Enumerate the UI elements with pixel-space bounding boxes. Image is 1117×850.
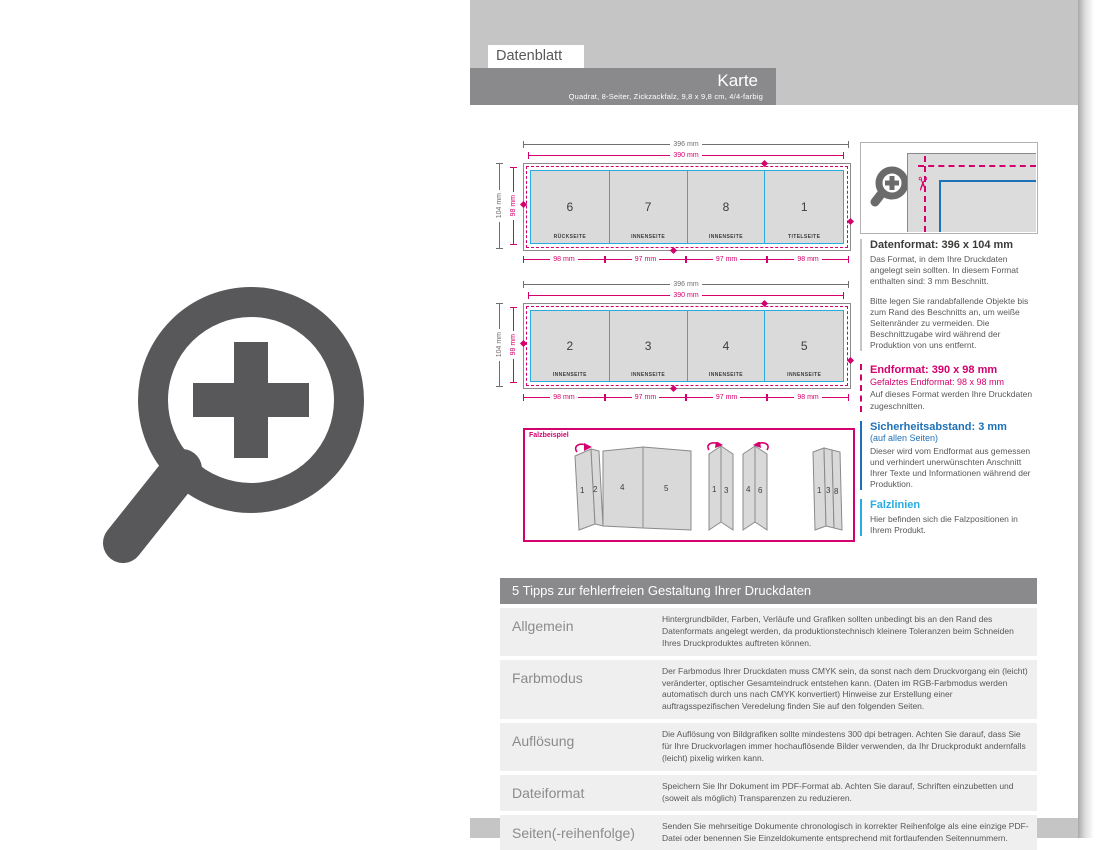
svg-text:1: 1: [712, 485, 717, 494]
panel-side-label: TITELSEITE: [788, 234, 821, 240]
panel-number: 2: [566, 339, 574, 353]
section-body: Bitte legen Sie randabfallende Objekte bis zum Rand des Beschnitts an, um weiße Seitenränder zu vermeiden. Die Beschnittzugabe wird während der Produktion von uns entfernt.: [870, 295, 1029, 350]
svg-text:1: 1: [580, 486, 585, 495]
section-heading: Falzlinien: [870, 499, 921, 512]
fold-mark-icon: [670, 385, 677, 392]
section-sicherheitsabstand: [860, 421, 1038, 491]
fold-step-2-illustration: [707, 442, 769, 534]
bleed-line-horizontal: [918, 165, 1036, 167]
fold-mark-icon: [847, 218, 854, 225]
panel-side-label: INNENSEITE: [552, 372, 587, 378]
tip-label: Seiten(-reihenfolge): [512, 824, 635, 841]
section-body: Dieser wird vom Endformat aus gemessen und verhindert unerwünschten Anschnitt Ihrer Texte und Informationen während der Produktion.: [870, 445, 1031, 490]
fold-step-3-illustration: [811, 442, 847, 534]
card-sheet: [523, 303, 851, 389]
panel-side-label: INNENSEITE: [708, 372, 743, 378]
panel-width-dimensions: 98 mm 97 mm 97 mm 98 mm: [523, 393, 849, 402]
datasheet-page: [470, 0, 1078, 843]
dimension-total-width: 396 mm: [523, 280, 849, 289]
tips-table: [500, 578, 1037, 850]
panel-side-label: INNENSEITE: [787, 372, 822, 378]
panel-area: [530, 170, 844, 244]
fold-mark-icon: [670, 247, 677, 254]
dimension-total-width: 396 mm: [523, 140, 849, 149]
zoom-plus-icon[interactable]: [95, 283, 370, 568]
tip-label: Farbmodus: [512, 669, 583, 686]
tip-label: Allgemein: [512, 618, 574, 634]
info-sidebar: [860, 142, 1038, 536]
section-subheading: (auf allen Seiten): [870, 433, 939, 444]
svg-text:2: 2: [593, 485, 598, 494]
tip-text: Hintergrundbilder, Farben, Verläufe und Grafiken sollten unbedingt bis an den Rand des Datenformats angelegt werden, da produktionstechnisch kleinere Toleranzen beim Schneiden Ihres Druckproduktes auftreten können.: [662, 614, 1014, 648]
dimension-trim-height: 98 mm: [509, 307, 518, 383]
panel-width-dimensions: 98 mm 97 mm 97 mm 98 mm: [523, 255, 849, 264]
section-falzlinien: [860, 499, 1038, 536]
panel-side-label: RÜCKSEITE: [553, 234, 587, 240]
panel-number: 7: [644, 200, 652, 214]
panel-number: 5: [800, 339, 808, 353]
scissors-icon: ✂: [910, 176, 933, 192]
dimension-total-height: 104 mm: [495, 303, 504, 387]
fold-example-box: [523, 428, 855, 542]
dimension-trim-width: 390 mm: [528, 151, 844, 160]
page-edge-shadow: [1078, 0, 1094, 838]
panel: [610, 311, 688, 381]
fold-step-1-illustration: [565, 442, 705, 534]
panel: [688, 311, 766, 381]
magnifier-plus-icon: [869, 165, 911, 211]
panel-number: 8: [722, 200, 730, 214]
tip-label: Auflösung: [512, 733, 575, 750]
tip-text: Senden Sie mehrseitige Dokumente chronologisch in korrekter Reihenfolge als eine einzige PDF-Datei oder benennen Sie Einzeldokumente entsprechend mit fortlaufenden Seitennummern.: [662, 820, 1029, 843]
doc-type-label: Datenblatt: [488, 45, 584, 68]
product-subtitle: Quadrat, 8-Seiter, Zickzackfalz, 9,8 x 9,8 cm, 4/4-farbig: [568, 92, 763, 101]
layout-diagram-inside: [495, 276, 860, 410]
section-body: Auf dieses Format werden Ihre Druckdaten zugeschnitten.: [870, 389, 1033, 411]
section-heading: Datenformat: 396 x 104 mm: [870, 239, 1014, 251]
section-heading: Endformat: 390 x 98 mm: [870, 364, 998, 377]
tip-text: Die Auflösung von Bildgrafiken sollte mindestens 300 dpi betragen. Achten Sie darauf, dass Sie für Ihre Druckvorlagen immer hochauflösende Bilder verwenden, da Ihr Druckprodukt andernfalls (leicht) pixelig wirken kann.: [662, 729, 1026, 764]
tip-row: [500, 660, 1037, 720]
section-body: Das Format, in dem Ihre Druckdaten angelegt sein sollten. In diesem Format enthalten sind: 3 mm Beschnitt.: [870, 253, 1019, 286]
tip-text: Der Farbmodus Ihrer Druckdaten muss CMYK sein, da sonst nach dem Druckvorgang ein (leicht) veränderter, optischer Gesamteindruck entstehen kann. (Daten im RGB-Farbmodus werden automatisch durch uns nach CMYK konvertiert) Hinweise zur Erstellung einer auftragsspezifischen Veredelung finden Sie auf den folgenden Seiten.: [662, 665, 1028, 712]
title-bar: [470, 68, 776, 105]
svg-text:4: 4: [620, 483, 625, 492]
section-subheading: Gefalztes Endformat: 98 x 98 mm: [870, 376, 1005, 387]
panel: [765, 171, 843, 243]
panel-area: [530, 310, 844, 382]
panel-number: 1: [800, 200, 808, 214]
tip-row: [500, 815, 1037, 850]
section-heading: Sicherheitsabstand: 3 mm: [870, 420, 1007, 433]
tip-label: Dateiformat: [512, 784, 585, 801]
panel: [688, 171, 766, 243]
dimension-total-height: 104 mm: [495, 163, 504, 249]
section-datenformat: [860, 239, 1038, 351]
bleed-detail-box: [860, 142, 1038, 234]
panel: [610, 171, 688, 243]
tip-row: [500, 608, 1037, 656]
section-endformat: [860, 364, 1038, 412]
svg-text:6: 6: [758, 486, 763, 495]
panel-number: 4: [722, 339, 730, 353]
tip-row: [500, 723, 1037, 771]
fold-mark-icon: [847, 357, 854, 364]
corner-zoom-diagram: [907, 153, 1036, 232]
layout-diagram-outside: [495, 136, 860, 270]
dimension-trim-width: 390 mm: [528, 291, 844, 300]
tip-text: Speichern Sie Ihr Dokument im PDF-Format ab. Achten Sie darauf, Schriften einzubetten und (soweit als möglich) Transparenzen zu reduzieren.: [662, 780, 1014, 803]
panel: [531, 171, 610, 243]
fold-example-label: Falzbeispiel: [529, 432, 569, 439]
card-sheet: [523, 163, 851, 251]
svg-text:1: 1: [817, 486, 822, 495]
tips-title: 5 Tipps zur fehlerfreien Gestaltung Ihrer Druckdaten: [500, 578, 1037, 604]
panel-side-label: INNENSEITE: [631, 234, 666, 240]
panel-side-label: INNENSEITE: [631, 372, 666, 378]
svg-text:3: 3: [724, 486, 729, 495]
svg-text:4: 4: [746, 485, 751, 494]
panel-number: 6: [566, 200, 574, 214]
tip-row: [500, 775, 1037, 811]
panel: [531, 311, 610, 381]
panel-side-label: INNENSEITE: [708, 234, 743, 240]
dimension-trim-height: 98 mm: [509, 167, 518, 245]
panel: [765, 311, 843, 381]
panel-number: 3: [644, 339, 652, 353]
bleed-line-vertical: [924, 156, 926, 232]
svg-text:5: 5: [664, 484, 669, 493]
safety-line-corner: [939, 180, 1036, 232]
svg-text:3: 3: [826, 486, 831, 495]
section-body: Hier befinden sich die Falzpositionen in Ihrem Produkt.: [870, 513, 1018, 535]
product-title: Karte: [717, 71, 758, 90]
svg-text:8: 8: [834, 487, 839, 496]
